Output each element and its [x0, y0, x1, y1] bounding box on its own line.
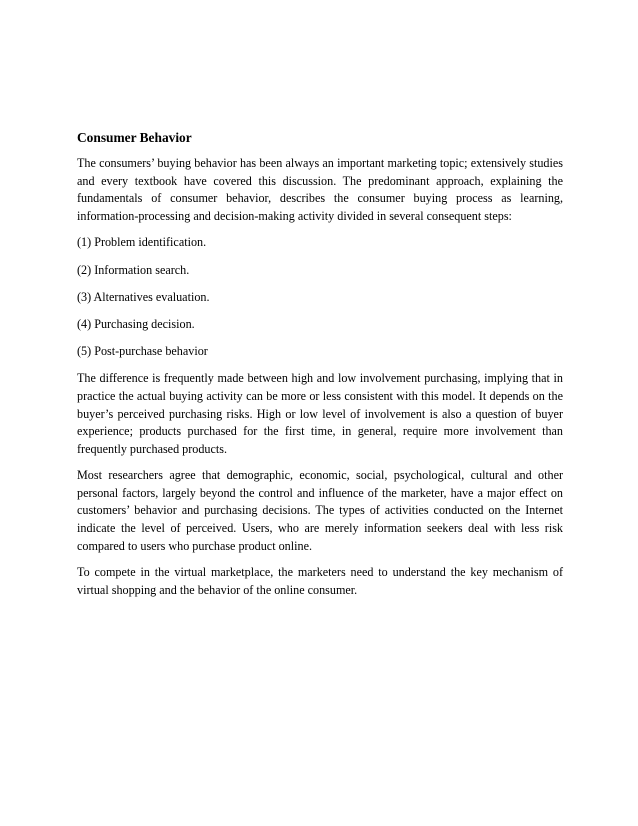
step-item: (2) Information search. [77, 262, 190, 277]
step-item: (3) Alternatives evaluation. [77, 289, 210, 304]
step-item: (5) Post-purchase behavior [77, 344, 208, 359]
document-body [77, 129, 563, 608]
section-heading: Consumer Behavior [77, 130, 192, 145]
conclusion-paragraph: To compete in the virtual marketplace, the marketers need to understand the key mechanism of virtual shopping and the behavior of the online consumer. [77, 565, 563, 597]
step-item: (1) Problem identification. [77, 235, 207, 250]
buying-process-steps [77, 234, 563, 360]
intro-paragraph: The consumers’ buying behavior has been always an important marketing topic; extensively studies and every textbook have covered this discussion. The predominant approach, explaining the fundamentals of consumer behavior, describes the consumer buying process as learning, information-processing and decision-making activity divided in several consequent steps: [77, 156, 563, 223]
factors-paragraph: Most researchers agree that demographic, economic, social, psychological, cultural and other personal factors, largely beyond the control and influence of the marketer, have a major effect on customers’ behavior and purchasing decisions. The types of activities conducted on the Internet indicate the level of perceived. Users, who are merely information seekers deal with less risk compared to users who purchase product online. [77, 468, 563, 553]
involvement-paragraph: The difference is frequently made between high and low involvement purchasing, implying that in practice the actual buying activity can be more or less consistent with this model. It depends on the buyer’s perceived purchasing risks. High or low level of involvement is also a question of buyer experience; products purchased for the first time, in general, require more involvement than frequently purchased products. [77, 371, 563, 456]
step-item: (4) Purchasing decision. [77, 316, 195, 331]
